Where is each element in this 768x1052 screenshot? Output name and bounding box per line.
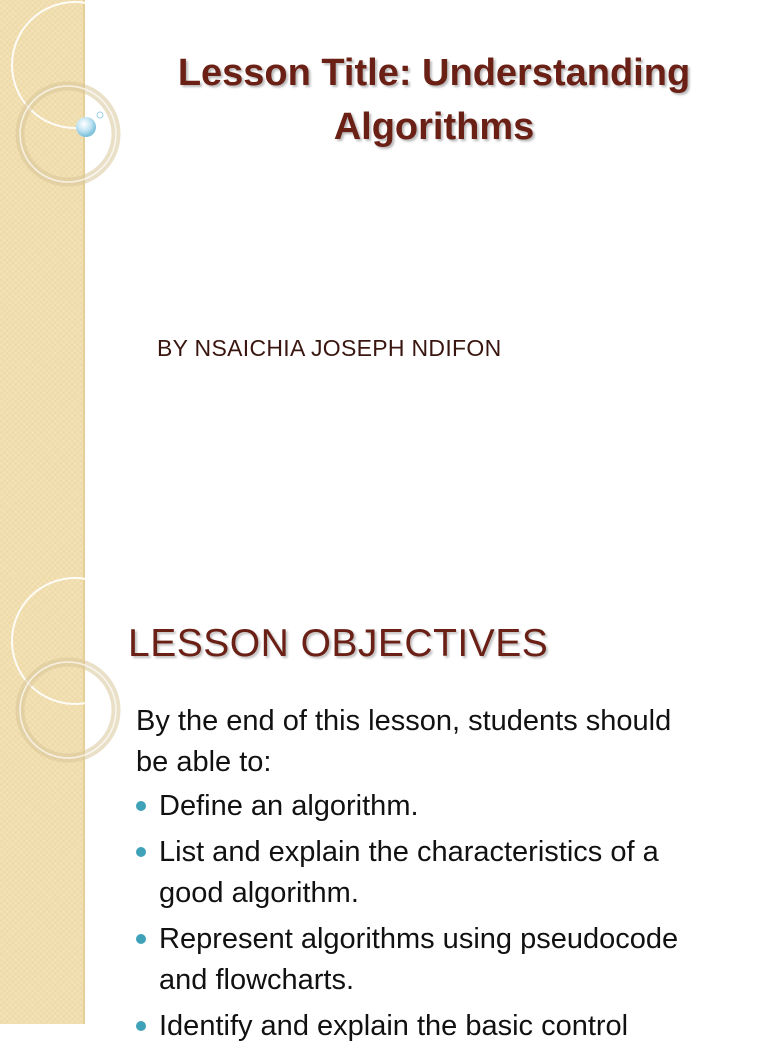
section-heading: LESSON OBJECTIVES: [128, 622, 549, 665]
ring-decoration-icon: [0, 576, 130, 776]
author-byline: BY NSAICHIA JOSEPH NDIFON: [157, 335, 502, 361]
objective-item: [136, 1006, 746, 1047]
objective-item: [136, 919, 746, 1001]
intro-line-1: By the end of this lesson, students should: [136, 705, 672, 737]
objective-line-2: good algorithm.: [159, 877, 359, 909]
objective-line-2: and flowcharts.: [159, 964, 355, 996]
objective-item: [136, 832, 746, 914]
intro-line-2: be able to:: [136, 746, 272, 778]
title-line-1: Lesson Title: Understanding: [177, 52, 691, 94]
intro-text: [136, 701, 746, 783]
title-line-2: Algorithms: [333, 106, 535, 148]
objectives-body: [136, 701, 746, 1052]
slide-title: [100, 46, 768, 154]
objective-line-1: List and explain the characteristics of a: [159, 836, 659, 868]
objectives-list: [136, 786, 746, 1047]
objective-line-1: Identify and explain the basic control: [159, 1010, 629, 1042]
objective-line-1: Define an algorithm.: [159, 790, 419, 822]
objective-line-1: Represent algorithms using pseudocode: [159, 923, 679, 955]
objective-item: [136, 786, 746, 827]
